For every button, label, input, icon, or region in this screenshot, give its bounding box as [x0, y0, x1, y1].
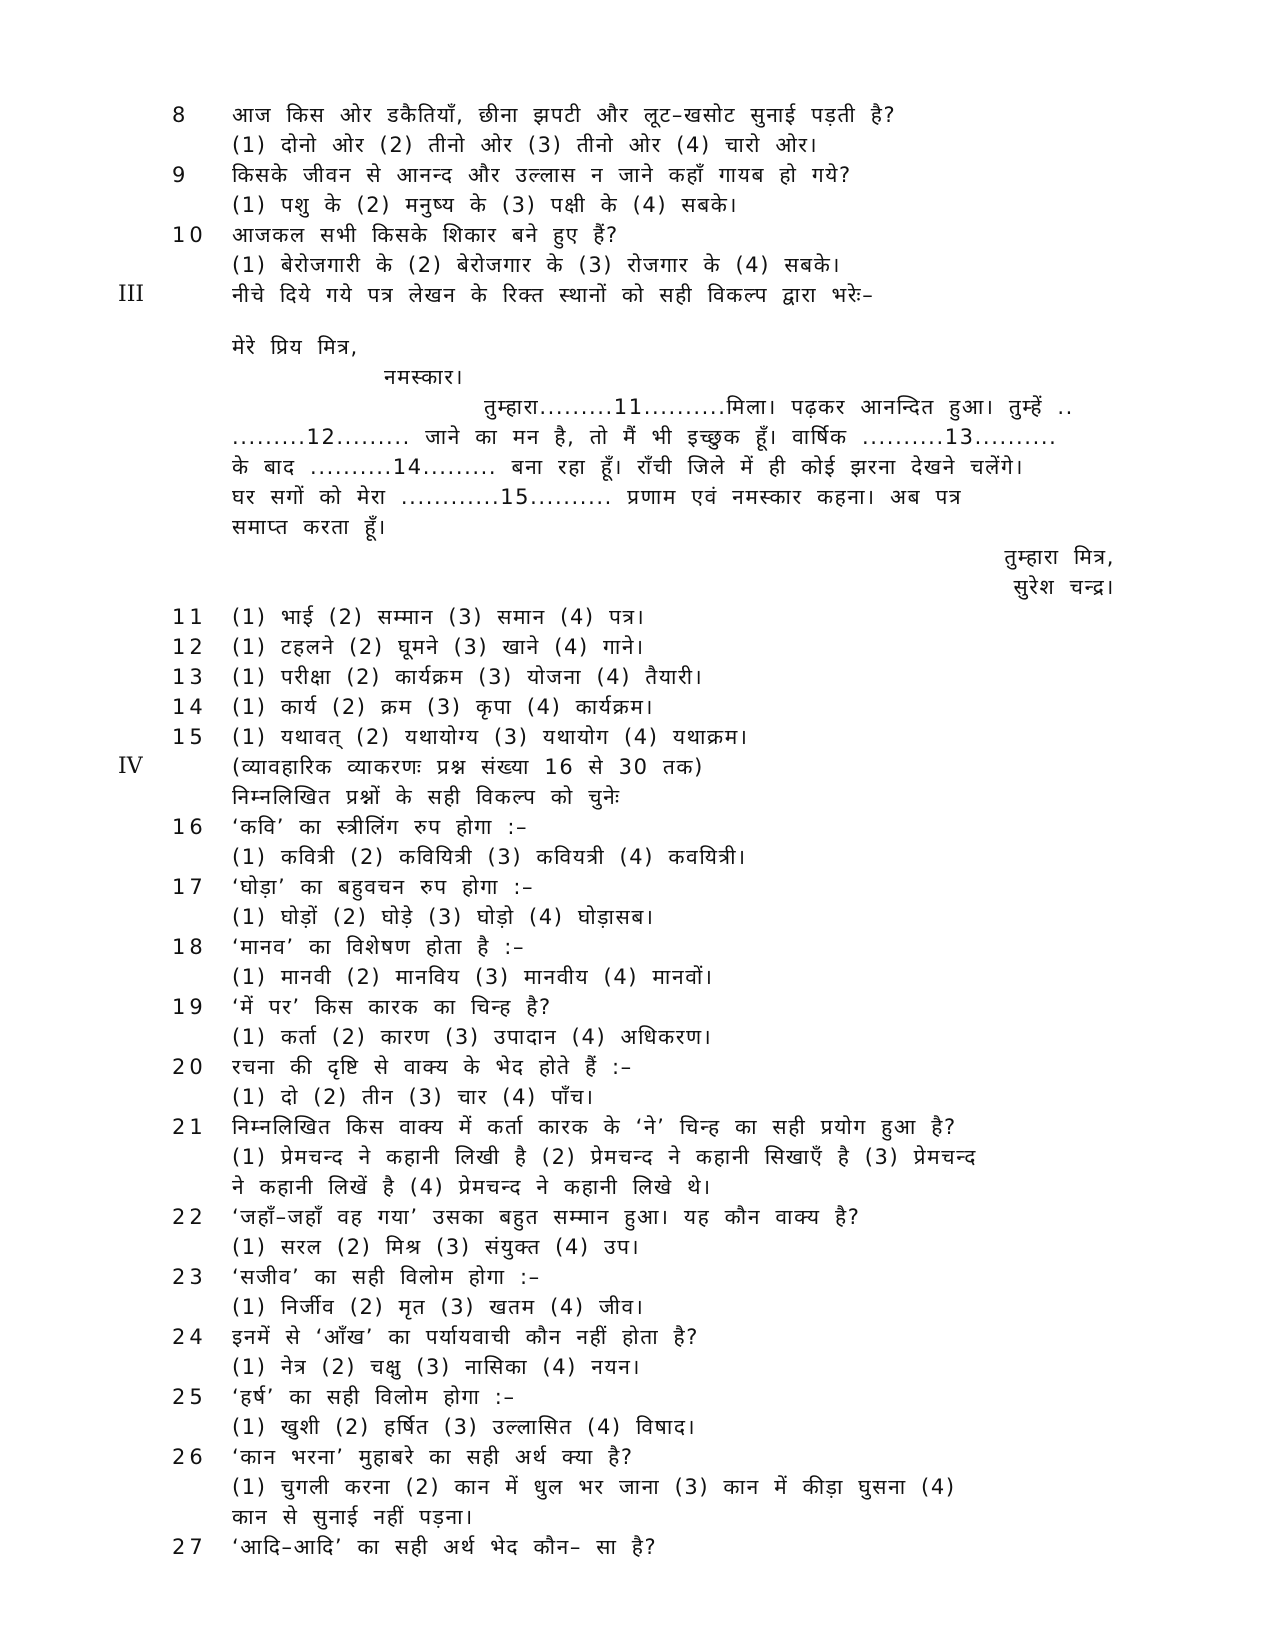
question-number: 13 [172, 665, 207, 689]
options-text: (1) सरल (2) मिश्र (3) संयुक्त (4) उप। [232, 1235, 641, 1259]
letter-text: समाप्त करता हूँ। [232, 515, 387, 539]
options-text: (1) यथावत् (2) यथायोग्य (3) यथायोग (4) यथाक्रम। [232, 725, 749, 749]
options-text: (1) निर्जीव (2) मृत (3) खतम (4) जीव। [232, 1295, 645, 1319]
options-text: (1) पशु के (2) मनुष्य के (3) पक्षी के (4) सबके। [232, 193, 739, 217]
letter-line-3 [0, 452, 1275, 482]
question-19 [0, 992, 1275, 1022]
question-number: 15 [172, 725, 207, 749]
question-16 [0, 812, 1275, 842]
question-text: ‘जहाँ–जहाँ वह गया’ उसका बहुत सम्मान हुआ। यह कौन वाक्य है? [232, 1205, 861, 1229]
section-instruction: नीचे दिये गये पत्र लेखन के रिक्त स्थानों को सही विकल्प द्वारा भरेः– [232, 283, 875, 307]
question-number: 24 [172, 1325, 207, 1349]
question-13 [0, 662, 1275, 692]
question-9 [0, 160, 1275, 190]
question-text: रचना की दृष्टि से वाक्य के भेद होते हैं :– [232, 1055, 633, 1079]
question-text: ‘आदि–आदि’ का सही अर्थ भेद कौन– सा है? [232, 1535, 658, 1559]
letter-line-5 [0, 512, 1275, 542]
question-number: 18 [172, 935, 207, 959]
letter-salutation [0, 332, 1275, 362]
salutation-text: मेरे प्रिय मित्र, [232, 335, 359, 359]
options-text: (1) बेरोजगारी के (2) बेरोजगार के (3) रोजगार के (4) सबके। [232, 253, 841, 277]
question-number: 17 [172, 875, 207, 899]
letter-signature [0, 572, 1275, 602]
options-text: (1) दोनो ओर (2) तीनो ओर (3) तीनो ओर (4) चारो ओर। [232, 133, 819, 157]
closing-text: तुम्हारा मित्र, [1004, 545, 1115, 569]
options-text: (1) कर्ता (2) कारण (3) उपादान (4) अधिकरण। [232, 1025, 713, 1049]
question-8 [0, 100, 1275, 130]
question-12 [0, 632, 1275, 662]
question-text: ‘घोड़ा’ का बहुवचन रुप होगा :– [232, 875, 535, 899]
question-24-options [0, 1352, 1275, 1382]
letter-text: घर सगों को मेरा ............15.......... प्रणाम एवं नमस्कार कहना। अब पत्र [232, 485, 963, 509]
question-15 [0, 722, 1275, 752]
question-text: ‘कान भरना’ मुहाबरे का सही अर्थ क्या है? [232, 1445, 634, 1469]
section-heading: (व्यावहारिक व्याकरणः प्रश्न संख्या 16 से 30 तक) [232, 755, 704, 779]
question-number: 8 [172, 103, 190, 127]
options-text: (1) मानवी (2) मानविय (3) मानवीय (4) मानवों। [232, 965, 714, 989]
options-text: (1) खुशी (2) हर्षित (3) उल्लासित (4) विषाद। [232, 1415, 697, 1439]
letter-line-1 [0, 392, 1275, 422]
question-20-options [0, 1082, 1275, 1112]
letter-closing [0, 542, 1275, 572]
question-text: इनमें से ‘आँख’ का पर्यायवाची कौन नहीं होता है? [232, 1325, 700, 1349]
question-22 [0, 1202, 1275, 1232]
question-number: 10 [172, 223, 207, 247]
question-26-options-cont [0, 1502, 1275, 1532]
question-16-options [0, 842, 1275, 872]
question-text: ‘मानव’ का विशेषण होता है :– [232, 935, 526, 959]
options-text: (1) कवित्री (2) कवियित्री (3) कवियत्री (4) कवयित्री। [232, 845, 747, 869]
question-26 [0, 1442, 1275, 1472]
question-text: ‘हर्ष’ का सही विलोम होगा :– [232, 1385, 516, 1409]
options-text: ने कहानी लिखें है (4) प्रेमचन्द ने कहानी लिखे थे। [232, 1175, 712, 1199]
question-23 [0, 1262, 1275, 1292]
letter-line-2 [0, 422, 1275, 452]
letter-greeting [0, 362, 1275, 392]
options-text: (1) भाई (2) सम्मान (3) समान (4) पत्र। [232, 605, 646, 629]
options-text: (1) चुगली करना (2) कान में धुल भर जाना (3) कान में कीड़ा घुसना (4) [232, 1475, 956, 1499]
question-27 [0, 1532, 1275, 1562]
question-9-options [0, 190, 1275, 220]
options-text: (1) कार्य (2) क्रम (3) कृपा (4) कार्यक्रम। [232, 695, 655, 719]
question-22-options [0, 1232, 1275, 1262]
question-21-options-cont [0, 1172, 1275, 1202]
question-19-options [0, 1022, 1275, 1052]
question-number: 9 [172, 163, 190, 187]
question-text: ‘कवि’ का स्त्रीलिंग रुप होगा :– [232, 815, 529, 839]
options-text: कान से सुनाई नहीं पड़ना। [232, 1505, 474, 1529]
letter-text: के बाद ..........14......... बना रहा हूँ। राँची जिले में ही कोई झरना देखने चलेंगे। [232, 455, 1024, 479]
options-text: (1) टहलने (2) घूमने (3) खाने (4) गाने। [232, 635, 645, 659]
section-4-instruction [0, 782, 1275, 812]
question-21 [0, 1112, 1275, 1142]
options-text: (1) नेत्र (2) चक्षु (3) नासिका (4) नयन। [232, 1355, 642, 1379]
question-number: 12 [172, 635, 207, 659]
options-text: (1) घोड़ों (2) घोड़े (3) घोड़ो (4) घोड़ासब। [232, 905, 655, 929]
question-11 [0, 602, 1275, 632]
question-number: 22 [172, 1205, 207, 1229]
section-instruction: निम्नलिखित प्रश्नों के सही विकल्प को चुनेः [232, 785, 621, 809]
signature-text: सुरेश चन्द्र। [1013, 575, 1115, 599]
question-text: ‘सजीव’ का सही विलोम होगा :– [232, 1265, 541, 1289]
question-number: 21 [172, 1115, 207, 1139]
section-3-heading [0, 280, 1275, 310]
section-label: IV [118, 754, 143, 779]
question-14 [0, 692, 1275, 722]
document-page [0, 100, 1275, 1562]
question-20 [0, 1052, 1275, 1082]
question-8-options [0, 130, 1275, 160]
question-number: 16 [172, 815, 207, 839]
options-text: (1) दो (2) तीन (3) चार (4) पाँच। [232, 1085, 595, 1109]
question-number: 23 [172, 1265, 207, 1289]
letter-text: तुम्हारा.........11..........मिला। पढ़कर आनन्दित हुआ। तुम्हें .. [484, 395, 1074, 419]
question-number: 19 [172, 995, 207, 1019]
section-4-heading [0, 752, 1275, 782]
question-number: 27 [172, 1535, 207, 1559]
question-text: आज किस ओर डकैतियाँ, छीना झपटी और लूट–खसोट सुनाई पड़ती है? [232, 103, 897, 127]
question-21-options [0, 1142, 1275, 1172]
question-24 [0, 1322, 1275, 1352]
question-number: 20 [172, 1055, 207, 1079]
question-number: 25 [172, 1385, 207, 1409]
question-25-options [0, 1412, 1275, 1442]
question-17 [0, 872, 1275, 902]
question-10 [0, 220, 1275, 250]
question-text: ‘में पर’ किस कारक का चिन्ह है? [232, 995, 552, 1019]
options-text: (1) प्रेमचन्द ने कहानी लिखी है (2) प्रेमचन्द ने कहानी सिखाएँ है (3) प्रेमचन्द [232, 1145, 978, 1169]
question-25 [0, 1382, 1275, 1412]
question-18 [0, 932, 1275, 962]
question-text: आजकल सभी किसके शिकार बने हुए हैं? [232, 223, 619, 247]
question-26-options [0, 1472, 1275, 1502]
question-number: 14 [172, 695, 207, 719]
options-text: (1) परीक्षा (2) कार्यक्रम (3) योजना (4) तैयारी। [232, 665, 704, 689]
question-text: किसके जीवन से आनन्द और उल्लास न जाने कहाँ गायब हो गये? [232, 163, 852, 187]
question-number: 26 [172, 1445, 207, 1469]
letter-text: .........12......... जाने का मन है, तो मैं भी इच्छुक हूँ। वार्षिक ..........13.......... [232, 425, 1058, 449]
question-number: 11 [172, 605, 207, 629]
question-23-options [0, 1292, 1275, 1322]
greeting-text: नमस्कार। [384, 365, 465, 389]
question-10-options [0, 250, 1275, 280]
question-text: निम्नलिखित किस वाक्य में कर्ता कारक के ‘ने’ चिन्ह का सही प्रयोग हुआ है? [232, 1115, 957, 1139]
question-18-options [0, 962, 1275, 992]
letter-line-4 [0, 482, 1275, 512]
question-17-options [0, 902, 1275, 932]
section-label: III [118, 282, 145, 307]
